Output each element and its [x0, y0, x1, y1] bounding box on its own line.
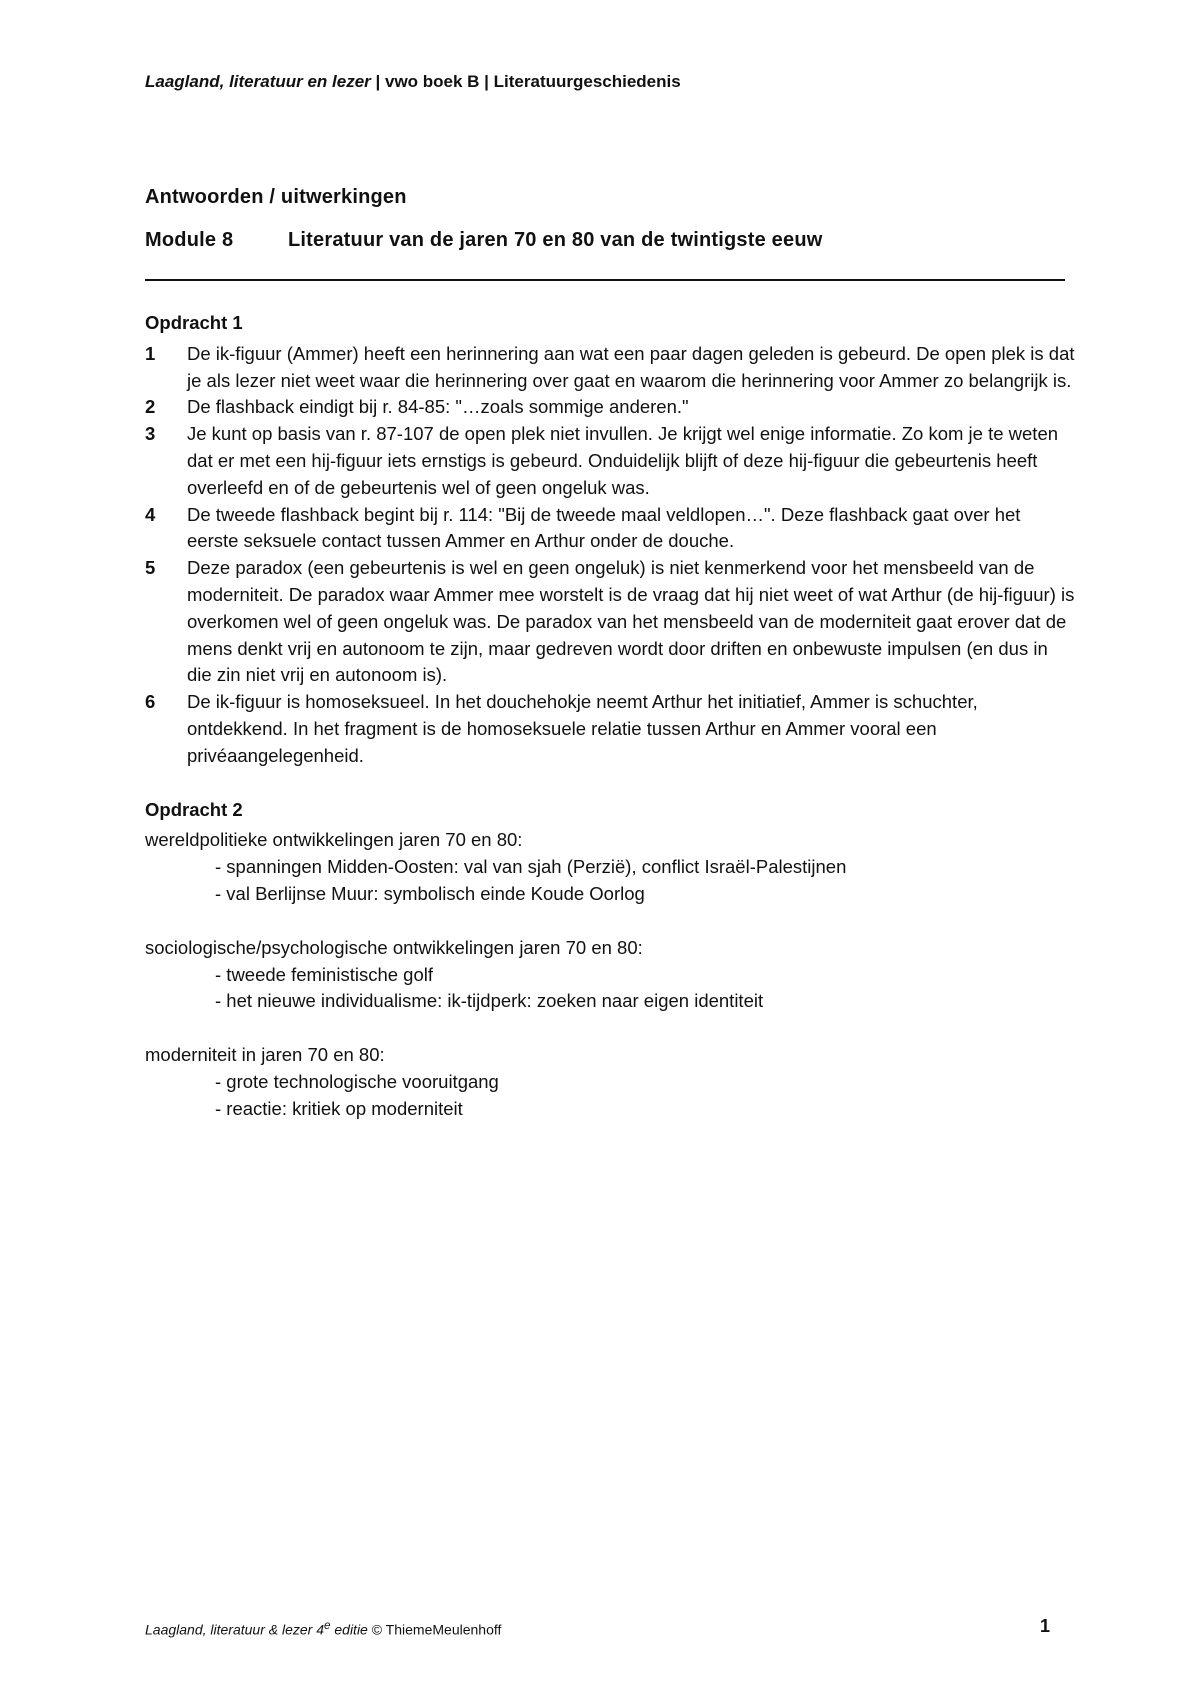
- topic-heading: sociologische/psychologische ontwikkelingen jaren 70 en 80:: [145, 936, 643, 958]
- header-rest: | vwo boek B | Literatuurgeschiedenis: [370, 72, 681, 91]
- module-title: Literatuur van de jaren 70 en 80 van de twintigste eeuw: [288, 229, 823, 251]
- topic-item: - val Berlijnse Muur: symbolisch einde Koude Oorlog: [215, 882, 645, 904]
- topic-item: - reactie: kritiek op moderniteit: [215, 1097, 463, 1119]
- header-book-title: Laagland, literatuur en lezer: [145, 72, 371, 91]
- answer-number: 6: [145, 691, 156, 713]
- answer-number: 1: [145, 342, 156, 364]
- topic-item: - spanningen Midden-Oosten: val van sjah (Perzië), conflict Israël-Palestijnen: [215, 856, 847, 878]
- answer-text: De ik-figuur (Ammer) heeft een herinnering aan wat een paar dagen geleden is gebeurd. De open plek is dat je als lezer niet weet waar die herinnering over gaat en waarom die herinnering voor Ammer zo belangrijk is.: [187, 342, 1075, 391]
- answer-number: 5: [145, 557, 156, 579]
- main-content: [145, 310, 1075, 1123]
- page-footer: [145, 1619, 501, 1638]
- footer-edition: editie: [330, 1621, 368, 1638]
- heading-divider: [145, 279, 1065, 281]
- topic-group: [145, 827, 1075, 907]
- topic-heading: moderniteit in jaren 70 en 80:: [145, 1044, 385, 1066]
- group-spacer: [145, 1015, 1075, 1042]
- answer-text: De flashback eindigt bij r. 84-85: "…zoals sommige anderen.": [187, 396, 689, 418]
- topic-item: - tweede feministische golf: [215, 963, 433, 985]
- module-heading: [145, 229, 823, 252]
- topic-item: - grote technologische vooruitgang: [215, 1070, 499, 1092]
- opdracht1-title: Opdracht 1: [145, 312, 243, 333]
- footer-book-title: Laagland, literatuur & lezer 4: [145, 1621, 324, 1638]
- page-number: 1: [1040, 1616, 1051, 1636]
- topic-group: [145, 935, 1075, 1015]
- section-spacer: [145, 770, 1075, 797]
- page-heading: Antwoorden / uitwerkingen: [145, 186, 407, 208]
- module-label: Module 8: [145, 229, 234, 251]
- topic-group: [145, 1042, 1075, 1122]
- answer-number: 3: [145, 423, 156, 445]
- answer-number: 2: [145, 396, 156, 418]
- answer-text: Deze paradox (een gebeurtenis is wel en geen ongeluk) is niet kenmerkend voor het mensbeeld van de moderniteit. De paradox waar Ammer mee worstelt is de vraag dat hij niet weet of wat Arthur (de hij-figuur) is overkomen wel of geen ongeluk was. De paradox van het mensbeeld van de moderniteit gaat erover dat de mens denkt vrij en autonoom te zijn, maar gedreven wordt door driften en onbewuste impulsen (en dus in die zin niet vrij en autonoom is).: [187, 557, 1075, 686]
- answer-item: [145, 421, 1075, 501]
- answer-text: De ik-figuur is homoseksueel. In het douchehokje neemt Arthur het initiatief, Ammer is schuchter, ontdekkend. In het fragment is de homoseksuele relatie tussen Arthur en Ammer vooral een privéaangelegenheid.: [187, 691, 978, 766]
- footer-publisher: © ThiemeMeulenhoff: [367, 1621, 502, 1638]
- answer-text: Je kunt op basis van r. 87-107 de open plek niet invullen. Je krijgt wel enige informatie. Zo kom je te weten dat er met een hij-figuur iets ernstigs is gebeurd. Onduidelijk blijft of deze hij-figuur die gebeurtenis heeft overleefd en of de gebeurtenis wel of geen ongeluk was.: [187, 423, 1059, 498]
- answer-item: [145, 394, 1075, 421]
- group-spacer: [145, 908, 1075, 935]
- answer-item: [145, 555, 1075, 689]
- topic-heading: wereldpolitieke ontwikkelingen jaren 70 en 80:: [145, 829, 523, 851]
- answer-number: 4: [145, 503, 156, 525]
- topic-item: - het nieuwe individualisme: ik-tijdperk: zoeken naar eigen identiteit: [215, 990, 764, 1012]
- answer-text: De tweede flashback begint bij r. 114: "Bij de tweede maal veldlopen…". Deze flashback gaat over het eerste seksuele contact tussen Ammer en Arthur onder de douche.: [187, 503, 1021, 552]
- answer-item: [145, 341, 1075, 395]
- opdracht2-title: Opdracht 2: [145, 798, 243, 820]
- running-header: [145, 72, 681, 92]
- answer-item: [145, 689, 1075, 769]
- answer-item: [145, 502, 1075, 556]
- footer-superscript: e: [324, 1619, 331, 1632]
